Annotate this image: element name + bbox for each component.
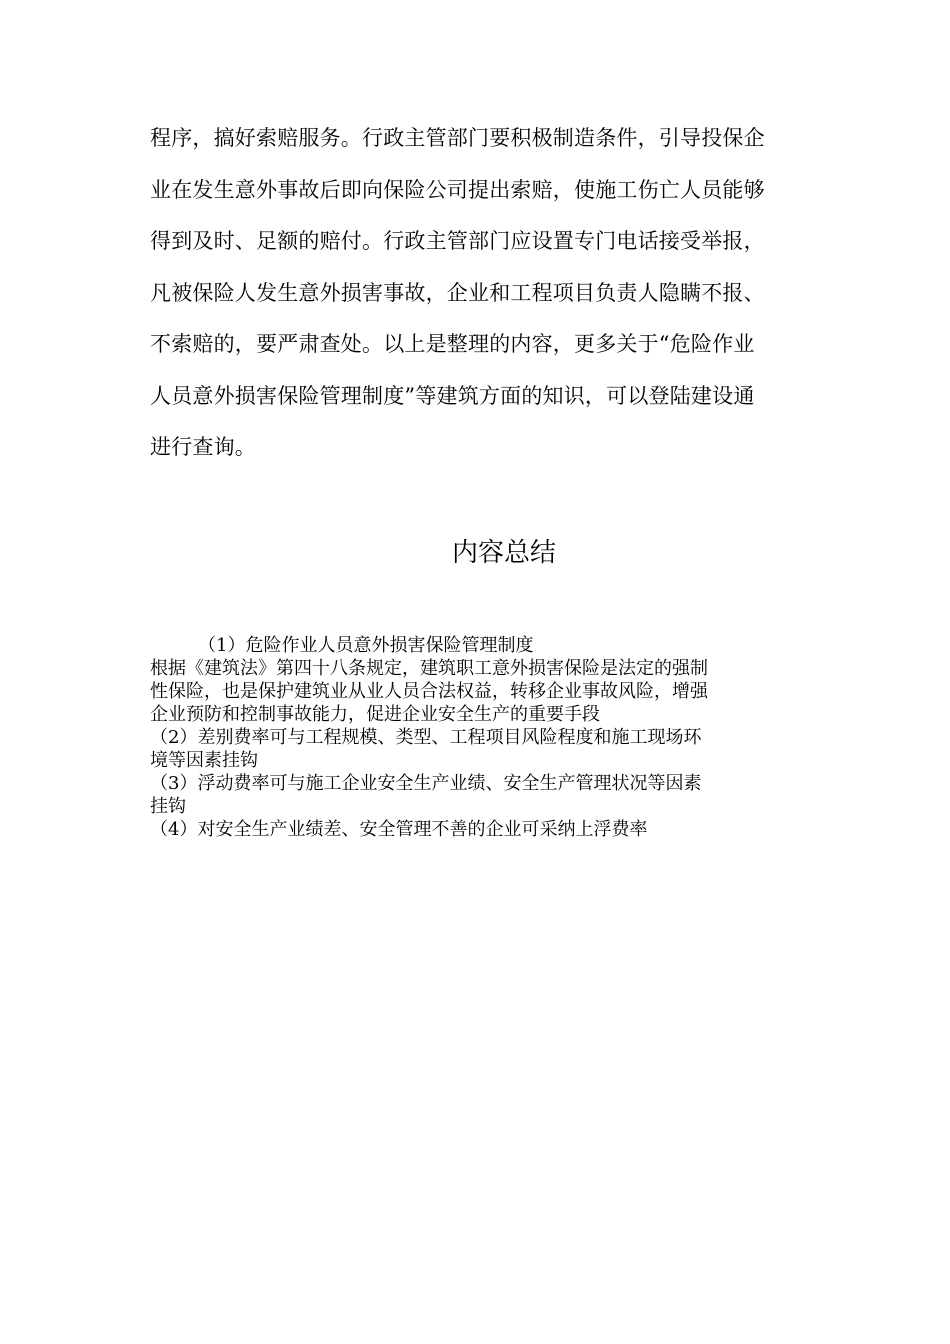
summary-line: 挂钩 [150, 796, 186, 817]
body-line: 不索赔的，要严肃查处。以上是整理的内容，更多关于“危险作业 [150, 332, 755, 356]
summary-line: （4）对安全生产业绩差、安全管理不善的企业可采纳上浮费率 [150, 819, 648, 840]
body-line: 凡被保险人发生意外损害事故，企业和工程项目负责人隐瞒不报、 [150, 280, 765, 305]
summary-title: 内容总结 [451, 538, 556, 568]
body-paragraph [150, 116, 810, 477]
summary-line: 根据《建筑法》第四十八条规定，建筑职工意外损害保险是法定的强制 [150, 658, 708, 679]
summary-list [150, 634, 810, 841]
body-line: 进行查询。 [150, 435, 256, 459]
body-line: 人员意外损害保险管理制度”等建筑方面的知识，可以登陆建设通 [150, 383, 755, 408]
body-line: 得到及时、足额的赔付。行政主管部门应设置专门电话接受举报， [150, 229, 765, 253]
body-line: 程序，搞好索赔服务。行政主管部门要积极制造条件，引导投保企 [150, 126, 765, 150]
summary-line: 性保险，也是保护建筑业从业人员合法权益，转移企业事故风险，增强 [150, 681, 708, 702]
summary-line: （3）浮动费率可与施工企业安全生产业绩、安全生产管理状况等因素 [150, 773, 702, 794]
body-line: 业在发生意外事故后即向保险公司提出索赔，使施工伤亡人员能够 [150, 177, 765, 202]
summary-line: （1）危险作业人员意外损害保险管理制度 [198, 635, 534, 656]
summary-line: 境等因素挂钩 [150, 750, 258, 771]
summary-line: （2）差别费率可与工程规模、类型、工程项目风险程度和施工现场环 [150, 727, 702, 748]
summary-line: 企业预防和控制事故能力，促进企业安全生产的重要手段 [150, 704, 600, 725]
